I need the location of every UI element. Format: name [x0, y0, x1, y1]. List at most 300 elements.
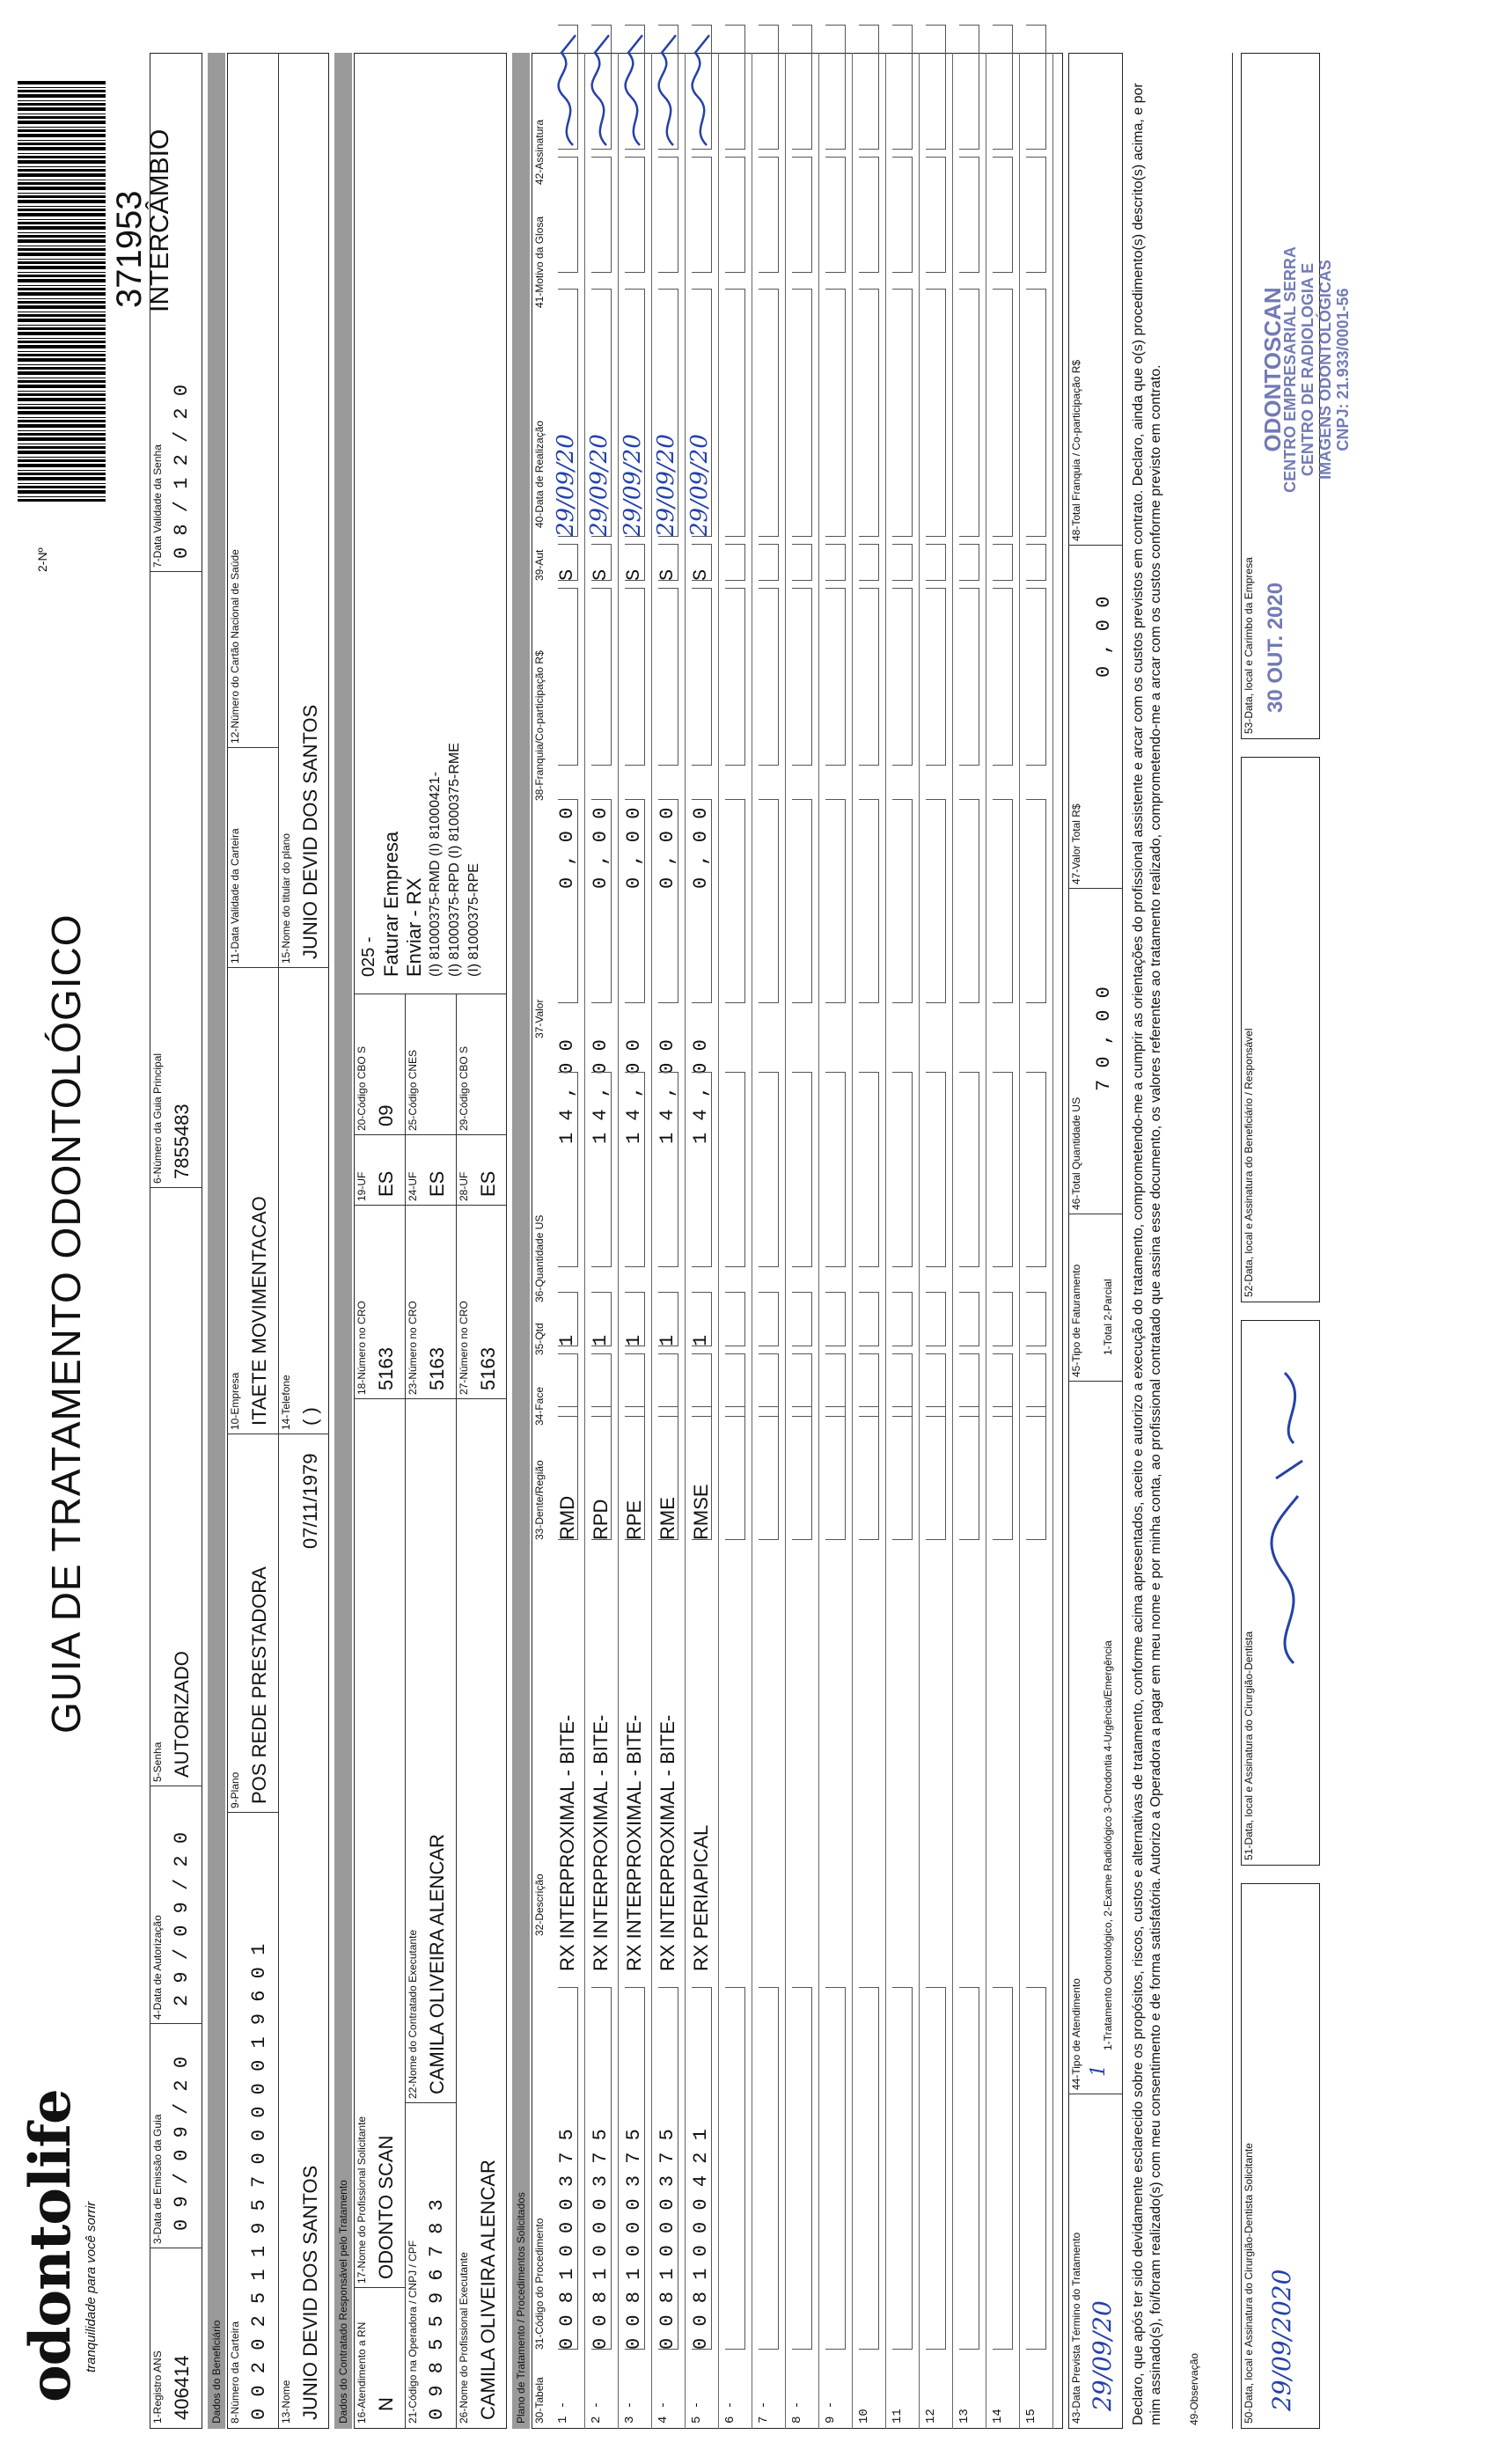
entry-box: [759, 1353, 779, 1417]
entry-box: [759, 157, 779, 273]
entry-box: [759, 1987, 779, 2350]
entry-box: [1026, 289, 1046, 537]
entry-box: [591, 588, 612, 766]
entry-box: [959, 25, 979, 150]
cnes-label: 25-Código CNES: [407, 1049, 419, 1131]
entry-box: [959, 1406, 979, 1540]
entry-box: [725, 1406, 745, 1540]
entry-box: [792, 1292, 812, 1346]
entry-box: [892, 25, 913, 150]
cro-contratado-value: 5163: [426, 1347, 448, 1390]
senha-label: 5-Senha: [151, 1742, 164, 1782]
entry-box: [725, 157, 745, 273]
entry-box: [658, 1987, 678, 2350]
entry-box: [892, 289, 913, 537]
entry-box: [1026, 1292, 1046, 1346]
entry-box: [625, 1353, 645, 1417]
signature-50-date: 29/09/2020: [1267, 2269, 1296, 2411]
registro-ans-label: 1-Registro ANS: [151, 2350, 164, 2424]
guia-principal-label: 6-Número da Guia Principal: [151, 1052, 164, 1184]
entry-box: [959, 1987, 979, 2350]
valor-total-value: 0 , 0 0: [1093, 596, 1115, 678]
entry-box: [625, 1406, 645, 1540]
entry-box: [993, 1072, 1013, 1267]
entry-box: [859, 1406, 879, 1540]
entry-box: [859, 289, 879, 537]
cell-valor: 0 , 0 0: [556, 807, 578, 889]
barcode-icon: [18, 79, 106, 502]
col-face: 34-Face: [533, 1386, 546, 1426]
entry-box: [658, 799, 678, 1003]
cell-dente: RMD: [556, 1495, 578, 1540]
entry-box: [825, 1072, 846, 1267]
cell-descricao: RX INTERPROXIMAL - BITE-: [623, 1714, 645, 1971]
entry-box: [859, 1292, 879, 1346]
entry-box: [792, 157, 812, 273]
entry-box: [658, 544, 678, 581]
entry-box: [892, 544, 913, 581]
col-tabela: 30-Tabela: [533, 2377, 546, 2424]
entry-box: [591, 1072, 612, 1267]
validade-senha-label: 7-Data Validade da Senha: [151, 444, 164, 568]
carteira-label: 8-Número da Carteira: [229, 2321, 241, 2424]
row-number: 1 -: [556, 2401, 570, 2424]
entry-box: [692, 1353, 712, 1417]
termino-label: 43-Data Prevista Término do Tratamento: [1070, 2232, 1082, 2424]
stamp-line: CENTRO EMPRESARIAL SERRA: [1281, 246, 1299, 493]
entry-box: [892, 1353, 913, 1417]
solicitante-label: 17-Nome do Profissional Solicitante: [356, 2116, 368, 2284]
note-line-6: (I) 81000375-RPE: [466, 863, 481, 977]
uf-solicitante-value: ES: [375, 1170, 397, 1197]
entry-box: [792, 1072, 812, 1267]
col-aut: 39-Aut: [533, 549, 546, 581]
entry-box: [959, 1072, 979, 1267]
stamp-line: IMAGENS ODONTOLÓGICAS: [1316, 260, 1334, 480]
stamp-line: CENTRO DE RADIOLOGIA E: [1299, 262, 1316, 477]
entry-box: [725, 588, 745, 766]
entry-box: [692, 1987, 712, 2350]
note-line-5: (I) 81000375-RPD (I) 81000375-RME: [447, 743, 462, 977]
cell-valor: 0 , 0 0: [656, 807, 678, 889]
uf-executante-value: ES: [477, 1170, 499, 1197]
entry-box: [959, 1353, 979, 1417]
cro-solicitante-value: 5163: [375, 1347, 397, 1390]
entry-box: [725, 1292, 745, 1346]
codigo-operadora-label: 21-Código na Operadora / CNPJ / CPF: [407, 2240, 419, 2424]
col-qtd-us: 36-Quantidade US: [533, 1214, 546, 1302]
entry-box: [859, 799, 879, 1003]
cell-data-realizacao: 29/09/20: [686, 434, 713, 537]
entry-box: [759, 1292, 779, 1346]
table-row: [852, 53, 886, 2429]
entry-box: [625, 157, 645, 273]
row-number: 15: [1024, 2409, 1038, 2424]
data-emissao-label: 3-Data de Emissão da Guia: [151, 2114, 164, 2244]
guia-principal-value: 7855483: [171, 1104, 193, 1179]
data-autorizacao-label: 4-Data de Autorização: [151, 1915, 164, 2020]
entry-box: [792, 544, 812, 581]
entry-box: [1026, 1987, 1046, 2350]
entry-box: [825, 1987, 846, 2350]
cell-dente: RME: [656, 1497, 678, 1540]
cell-valor: 0 , 0 0: [690, 807, 712, 889]
row-number: 11: [891, 2409, 905, 2424]
row-signature-icon: [584, 26, 616, 150]
observacao-label: 49-Observação: [1188, 2352, 1200, 2425]
entry-box: [825, 157, 846, 273]
signature-52-label: 52-Data, local e Assinatura do Beneficiário / Responsável: [1243, 1028, 1255, 1297]
entry-box: [692, 1072, 712, 1267]
stamp-line: CNPJ: 21.933/0001-56: [1334, 288, 1352, 451]
dentist-signature-icon: [1258, 1355, 1320, 1672]
entry-box: [759, 799, 779, 1003]
row-signature-icon: [551, 26, 583, 150]
stamp-date: 30 OUT. 2020: [1264, 582, 1287, 713]
validade-senha-value: 0 8 / 1 2 / 2 0: [171, 384, 193, 559]
entry-box: [658, 157, 678, 273]
entry-box: [1026, 799, 1046, 1003]
cbo-solicitante-label: 20-Código CBO S: [356, 1045, 368, 1131]
entry-box: [926, 25, 946, 150]
entry-box: [859, 1072, 879, 1267]
entry-box: [591, 799, 612, 1003]
cro-solicitante-label: 18-Número no CRO: [356, 1301, 368, 1395]
entry-box: [859, 1987, 879, 2350]
table-row: [752, 53, 786, 2429]
entry-box: [859, 588, 879, 766]
guia-number: 371953: [110, 190, 149, 308]
entry-box: [558, 1072, 578, 1267]
plano-value: POS REDE PRESTADORA: [248, 1566, 270, 1804]
telefone-label: 14-Telefone: [280, 1375, 292, 1430]
entry-box: [959, 588, 979, 766]
termino-value: 29/09/20: [1088, 2300, 1117, 2411]
contratado-executante-value: CAMILA OLIVEIRA ALENCAR: [426, 1834, 448, 2094]
entry-box: [959, 799, 979, 1003]
entry-box: [625, 544, 645, 581]
cell-descricao: RX INTERPROXIMAL - BITE-: [590, 1714, 612, 1971]
entry-box: [993, 1987, 1013, 2350]
entry-box: [859, 544, 879, 581]
atendimento-rn-label: 16-Atendimento a RN: [356, 2321, 368, 2424]
col-codigo: 31-Código do Procedimento: [533, 2218, 546, 2350]
entry-box: [792, 1353, 812, 1417]
entry-box: [692, 1406, 712, 1540]
entry-box: [658, 588, 678, 766]
entry-box: [926, 1987, 946, 2350]
entry-box: [926, 1292, 946, 1346]
entry-box: [959, 1292, 979, 1346]
col-data-realizacao: 40-Data de Realização: [533, 420, 546, 528]
entry-box: [1026, 588, 1046, 766]
cell-qtd: 1: [590, 1334, 612, 1346]
uf-solicitante-label: 19-UF: [356, 1171, 368, 1201]
entry-box: [625, 1292, 645, 1346]
entry-box: [825, 1353, 846, 1417]
entry-box: [725, 1072, 745, 1267]
entry-box: [792, 1987, 812, 2350]
cns-label: 12-Número do Cartão Nacional de Saúde: [229, 549, 241, 744]
col-descricao: 32-Descrição: [533, 1874, 546, 1936]
table-row: [1019, 53, 1053, 2429]
tipo-faturamento-options: 1-Total 2-Parcial: [1102, 1279, 1114, 1355]
entry-box: [993, 289, 1013, 537]
entry-box: [759, 588, 779, 766]
cell-descricao: RX PERIAPICAL: [690, 1824, 712, 1971]
entry-box: [959, 544, 979, 581]
entry-box: [558, 289, 578, 537]
entry-box: [692, 157, 712, 273]
entry-box: [993, 1406, 1013, 1540]
row-number: 2 -: [590, 2401, 604, 2424]
table-row: [718, 53, 752, 2429]
tipo-atendimento-label: 44-Tipo de Atendimento: [1070, 1978, 1082, 2090]
table-row: [551, 53, 585, 2429]
entry-box: [591, 1353, 612, 1417]
entry-box: [1026, 1353, 1046, 1417]
entry-box: [591, 544, 612, 581]
entry-box: [759, 544, 779, 581]
entry-box: [591, 1987, 612, 2350]
table-row: [785, 53, 819, 2429]
entry-box: [959, 157, 979, 273]
entry-box: [926, 1072, 946, 1267]
cell-aut: S: [690, 568, 712, 581]
cell-qtd: 1: [656, 1334, 678, 1346]
row-number: 12: [924, 2409, 938, 2424]
cell-qtd-us: 1 4 , 0 0: [590, 1039, 612, 1144]
entry-box: [725, 799, 745, 1003]
cell-codigo: 0 0 8 1 0 0 0 3 7 5: [656, 2129, 678, 2350]
table-row: [818, 53, 853, 2429]
entry-box: [625, 799, 645, 1003]
col-dente: 33-Dente/Região: [533, 1460, 546, 1540]
row-number: 10: [857, 2409, 871, 2424]
cell-qtd-us: 1 4 , 0 0: [690, 1039, 712, 1144]
entry-box: [625, 1072, 645, 1267]
entry-box: [725, 1987, 745, 2350]
cell-valor: 0 , 0 0: [623, 807, 645, 889]
cell-codigo: 0 0 8 1 0 0 0 3 7 5: [590, 2129, 612, 2350]
solicitante-value: ODONTO SCAN: [375, 2135, 397, 2279]
entry-box: [993, 588, 1013, 766]
entry-box: [892, 1406, 913, 1540]
table-row: [986, 53, 1020, 2429]
entry-box: [692, 1292, 712, 1346]
nome-value: JUNIO DEVID DOS SANTOS: [299, 2165, 321, 2420]
cell-codigo: 0 0 8 1 0 0 0 3 7 5: [556, 2129, 578, 2350]
uf-executante-label: 28-UF: [458, 1171, 470, 1201]
total-us-value: 7 0 , 0 0: [1093, 986, 1115, 1091]
entry-box: [792, 588, 812, 766]
entry-box: [692, 289, 712, 537]
executante-label: 26-Nome do Profissional Executante: [458, 2252, 470, 2424]
logo-tagline: tranquilidade para você sorrir: [84, 2201, 99, 2372]
titular-value: JUNIO DEVID DOS SANTOS: [299, 704, 321, 959]
entry-box: [792, 1406, 812, 1540]
cell-dente: RPE: [623, 1500, 645, 1540]
cell-dente: RMSE: [690, 1484, 712, 1540]
entry-box: [825, 25, 846, 150]
row-number: 3 -: [623, 2401, 637, 2424]
row-number: 14: [991, 2409, 1005, 2424]
cell-data-realizacao: 29/09/20: [553, 434, 579, 537]
entry-box: [859, 157, 879, 273]
entry-box: [725, 25, 745, 150]
cell-data-realizacao: 29/09/20: [653, 434, 679, 537]
cell-valor: 0 , 0 0: [590, 807, 612, 889]
entry-box: [792, 799, 812, 1003]
data-emissao-value: 0 9 / 0 9 / 2 0: [171, 2056, 193, 2231]
atendimento-rn-value: N: [375, 2397, 397, 2411]
entry-box: [725, 1353, 745, 1417]
entry-box: [926, 544, 946, 581]
cell-codigo: 0 0 8 1 0 0 0 3 7 5: [623, 2129, 645, 2350]
registro-ans-value: 406414: [171, 2355, 193, 2420]
executante-value: CAMILA OLIVEIRA ALENCAR: [477, 2160, 499, 2420]
entry-box: [792, 25, 812, 150]
entry-box: [1026, 1072, 1046, 1267]
tipo-atendimento-value: 1: [1088, 2064, 1110, 2077]
entry-box: [692, 799, 712, 1003]
entry-box: [892, 1292, 913, 1346]
entry-box: [959, 289, 979, 537]
table-row: [919, 53, 953, 2429]
total-us-label: 46-Total Quantidade US: [1070, 1096, 1082, 1210]
note-line-4: (I) 81000375-RMD (I) 81000421-: [428, 771, 443, 977]
cell-descricao: RX INTERPROXIMAL - BITE-: [556, 1714, 578, 1971]
entry-box: [825, 544, 846, 581]
row-number: 5 -: [690, 2401, 704, 2424]
nome-label: 13-Nome: [280, 2380, 292, 2424]
tipo-faturamento-label: 45-Tipo de Faturamento: [1070, 1264, 1082, 1377]
entry-box: [892, 157, 913, 273]
cell-aut: S: [590, 568, 612, 581]
entry-box: [825, 1292, 846, 1346]
company-stamp: [1259, 238, 1352, 502]
entry-box: [625, 289, 645, 537]
table-row: [685, 53, 719, 2429]
uf-contratado-value: ES: [426, 1170, 448, 1197]
section-beneficiario: Dados do Beneficiário: [208, 53, 225, 2429]
entry-box: [558, 588, 578, 766]
signature-51-label: 51-Data, local e Assinatura do Cirurgião-Dentista: [1243, 1631, 1255, 1860]
entry-box: [558, 157, 578, 273]
table-row: [584, 53, 619, 2429]
cell-dente: RPD: [590, 1499, 612, 1540]
signature-50-label: 50-Data, local e Assinatura do Cirurgião-Dentista Solicitante: [1243, 2143, 1255, 2424]
signature-53-label: 53-Data, local e Carimbo da Empresa: [1243, 557, 1255, 734]
col-qtd: 35-Qtd: [533, 1323, 546, 1355]
plano-label: 9-Plano: [229, 1771, 241, 1808]
entry-box: [859, 25, 879, 150]
contratado-executante-label: 22-Nome do Contratado Executante: [407, 1929, 419, 2099]
note-line-2: Faturar Empresa: [380, 831, 402, 977]
col-valor: 37-Valor: [533, 999, 546, 1038]
entry-box: [792, 289, 812, 537]
titular-label: 15-Nome do titular do plano: [280, 832, 292, 964]
entry-box: [658, 1292, 678, 1346]
entry-box: [825, 588, 846, 766]
cell-qtd-us: 1 4 , 0 0: [656, 1039, 678, 1144]
col-assinatura: 42-Assinatura: [533, 119, 546, 185]
entry-box: [993, 25, 1013, 150]
carteira-value: 0 0 2 0 2 5 1 1 9 5 7 0 0 0 0 0 1 9 6 0 1: [248, 1943, 270, 2420]
entry-box: [926, 289, 946, 537]
row-signature-icon: [685, 26, 716, 150]
cbo-executante-label: 29-Código CBO S: [458, 1045, 470, 1131]
entry-box: [926, 1406, 946, 1540]
entry-box: [993, 1292, 1013, 1346]
entry-box: [692, 544, 712, 581]
row-number: 8 -: [790, 2401, 804, 2424]
cell-qtd: 1: [556, 1334, 578, 1346]
entry-box: [625, 588, 645, 766]
entry-box: [658, 1406, 678, 1540]
cell-qtd-us: 1 4 , 0 0: [623, 1039, 645, 1144]
entry-box: [591, 1292, 612, 1346]
entry-box: [993, 1353, 1013, 1417]
entry-box: [892, 588, 913, 766]
entry-box: [658, 289, 678, 537]
table-row: [885, 53, 920, 2429]
entry-box: [1026, 157, 1046, 273]
section-plano: Plano de Tratamento / Procedimentos Solicitados: [512, 53, 530, 2429]
row-signature-icon: [618, 26, 649, 150]
entry-box: [825, 799, 846, 1003]
cell-data-realizacao: 29/09/20: [620, 434, 646, 537]
col-franquia: 38-Franquia/Co-participação R$: [533, 650, 546, 801]
entry-box: [926, 157, 946, 273]
entry-box: [892, 1072, 913, 1267]
cell-data-realizacao: 29/09/20: [586, 434, 612, 537]
empresa-value: ITAETE MOVIMENTACAO: [248, 1196, 270, 1426]
entry-box: [591, 289, 612, 537]
tipo-atendimento-options: 1-Tratamento Odontológico, 2-Exame Radiológico 3-Ortodontia 4-Urgência/Emergência: [1102, 1640, 1114, 2050]
entry-box: [1026, 544, 1046, 581]
entry-box: [825, 1406, 846, 1540]
entry-box: [558, 1292, 578, 1346]
entry-box: [926, 1353, 946, 1417]
entry-box: [892, 1987, 913, 2350]
entry-box: [759, 1072, 779, 1267]
empresa-label: 10-Empresa: [229, 1372, 241, 1430]
cro-executante-value: 5163: [477, 1347, 499, 1390]
stamp-line: ODONTOSCAN: [1259, 287, 1286, 452]
entry-box: [759, 25, 779, 150]
entry-box: [658, 1072, 678, 1267]
cell-qtd: 1: [690, 1334, 712, 1346]
uf-contratado-label: 24-UF: [407, 1171, 419, 1201]
entry-box: [591, 1406, 612, 1540]
entry-box: [759, 1406, 779, 1540]
row-number: 4 -: [656, 2401, 671, 2424]
entry-box: [692, 588, 712, 766]
cell-aut: S: [556, 568, 578, 581]
entry-box: [558, 1987, 578, 2350]
entry-box: [725, 289, 745, 537]
row-signature-icon: [651, 26, 683, 150]
cell-descricao: RX INTERPROXIMAL - BITE-: [656, 1714, 678, 1971]
cell-codigo: 0 0 8 1 0 0 0 4 2 1: [690, 2129, 712, 2350]
senha-value: AUTORIZADO: [171, 1651, 193, 1778]
odontolife-logo: odontolife: [18, 2089, 84, 2402]
row-number: 6 -: [723, 2401, 737, 2424]
row-number: 7 -: [757, 2401, 771, 2424]
intercambio-label: INTERCÂMBIO: [145, 128, 174, 312]
note-line-3: Enviar - RX: [403, 877, 425, 977]
